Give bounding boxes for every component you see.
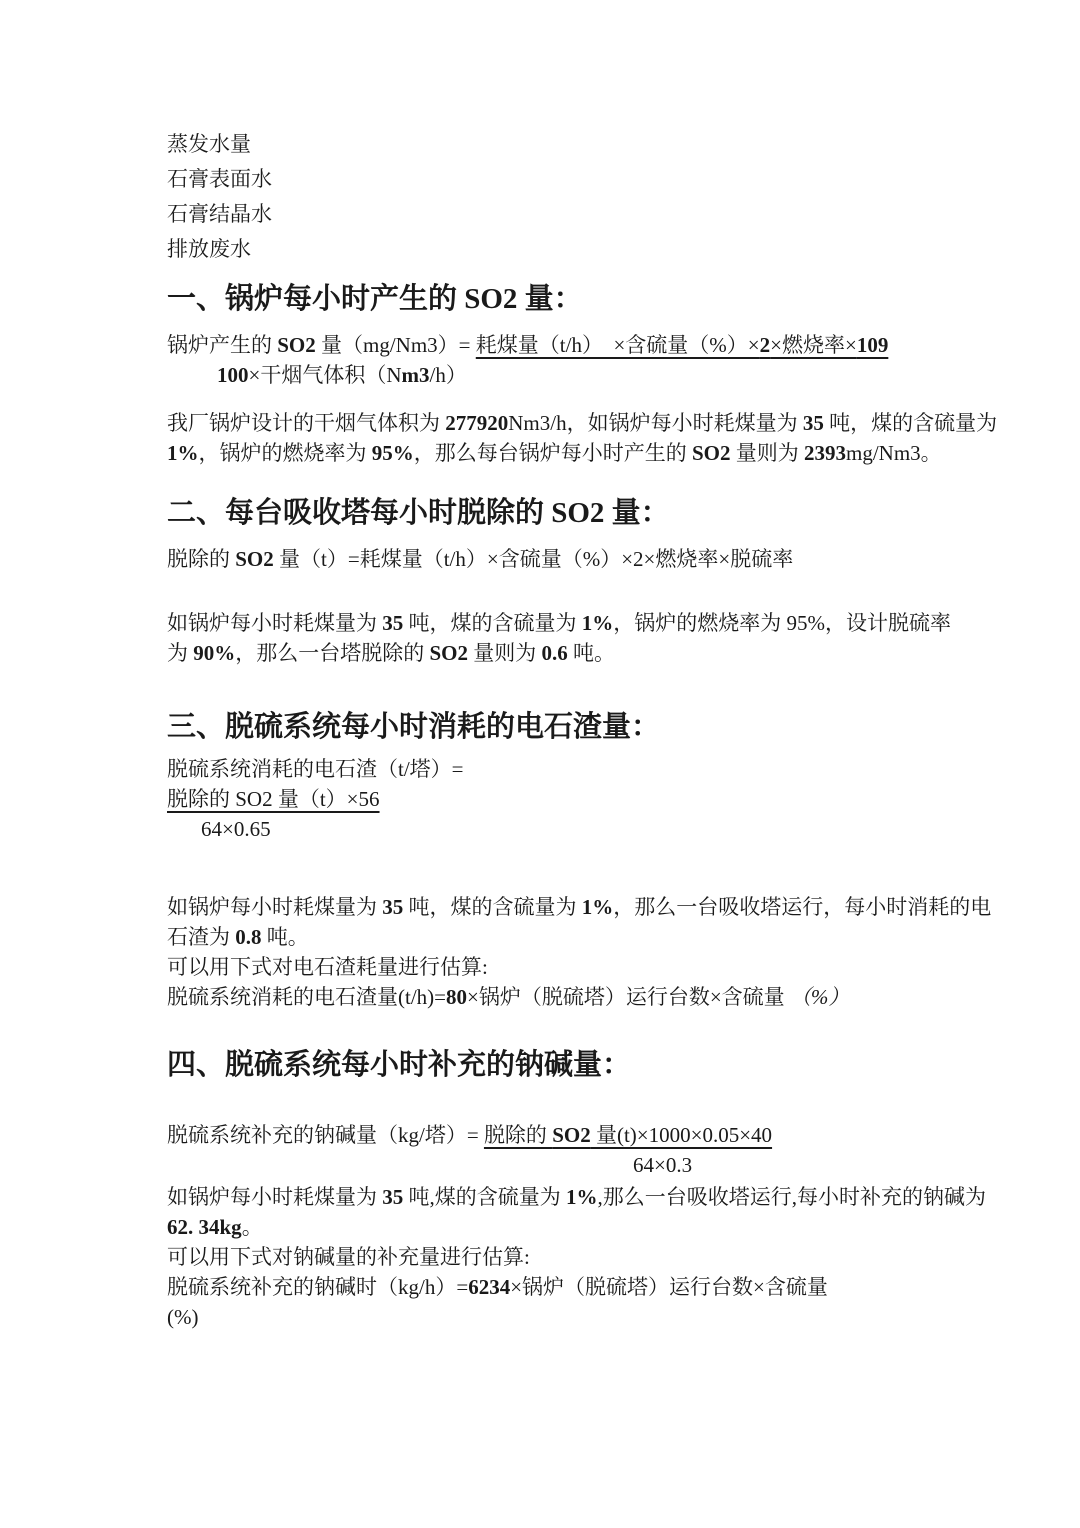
text-run: m3	[401, 363, 430, 387]
section-1-formula	[167, 330, 937, 390]
text-run: 可以用下式对钠碱量的补充量进行估算:	[167, 1245, 530, 1269]
intro-water-list	[167, 127, 937, 267]
text-run: 脱硫系统消耗的电石渣（t/塔）=	[167, 757, 464, 781]
section-4-formula-denominator-line	[167, 1150, 937, 1180]
text-run: ×锅炉（脱硫塔）运行台数×含硫量	[467, 985, 790, 1009]
text-run: 吨。	[567, 641, 616, 665]
text-run: 109	[856, 333, 889, 357]
section-2-heading: 二、每台吸收塔每小时脱除的 SO2 量：	[167, 497, 670, 529]
text-run: （%）	[789, 985, 850, 1009]
text-run: ×干烟气体积（N	[248, 363, 402, 387]
text-run: 量则为	[468, 641, 542, 665]
text-run: 80	[446, 985, 467, 1009]
text-run: 1%	[566, 1185, 598, 1209]
section-3-formula-lead-line	[167, 754, 937, 784]
text-run: ，那么一台吸收塔运行，每小时消耗的电	[613, 895, 992, 919]
section-4-formula	[167, 1120, 937, 1180]
text-run: 。	[241, 1215, 263, 1239]
text-run: 6234	[468, 1275, 511, 1299]
text-run: mg/Nm3。	[846, 441, 942, 465]
section-1-formula-denominator-line	[167, 360, 937, 390]
intro-line-gypsum-surface-water: 石膏表面水	[167, 167, 272, 191]
text-run: 277920	[445, 411, 509, 435]
section-2-formula-line	[167, 544, 937, 574]
text-run: SO2	[692, 441, 731, 465]
text-run: 吨,煤的含硫量为	[403, 1185, 566, 1209]
text-run: 35	[382, 611, 404, 635]
section-1-paragraph-line-1	[167, 408, 998, 438]
text-run: 1%	[581, 895, 614, 919]
text-run: 2393	[804, 441, 847, 465]
text-run: 1%	[581, 611, 614, 635]
text-run: ×锅炉（脱硫塔）运行台数×含硫量	[510, 1275, 828, 1299]
text-run: 量（mg/Nm3）=	[315, 333, 476, 357]
section-2-paragraph	[167, 608, 951, 668]
section-4-heading: 四、脱硫系统每小时补充的钠碱量：	[167, 1049, 632, 1081]
section-4-paragraph	[167, 1182, 986, 1332]
text-run: 可以用下式对电石渣耗量进行估算:	[167, 955, 488, 979]
text-run: 量（t）=耗煤量（t/h）×含硫量（%）×2×燃烧率×脱硫率	[273, 547, 794, 571]
section-4-paragraph-line-2	[167, 1212, 937, 1242]
text-run: 为	[167, 641, 194, 665]
text-run: 35	[802, 411, 824, 435]
text-run: 吨，煤的含硫量为	[403, 611, 582, 635]
section-3-estimate-note-line	[167, 952, 937, 982]
text-run: SO2	[235, 547, 274, 571]
section-3-formula	[167, 754, 937, 844]
text-run: 量(t)×1000×0.05×40	[590, 1123, 773, 1147]
text-run: 耗煤量（t/h） ×含硫量（%）×	[475, 333, 760, 357]
document-content	[167, 127, 998, 1332]
text-run: 如锅炉每小时耗煤量为	[167, 611, 383, 635]
text-run: 95%	[371, 441, 414, 465]
section-4-percent-line	[167, 1302, 937, 1332]
text-run: 吨。	[261, 925, 309, 949]
text-run: SO2	[429, 641, 469, 665]
section-1-formula-numerator-line	[167, 330, 937, 360]
section-3-paragraph	[167, 892, 992, 1012]
text-run: 35	[382, 895, 404, 919]
section-3-formula-numerator-line	[167, 784, 937, 814]
text-run: ，锅炉的燃烧率为	[198, 441, 372, 465]
text-run: 吨，煤的含硫量为	[403, 895, 582, 919]
text-run: 石渣为	[167, 925, 236, 949]
text-run: ,那么一台吸收塔运行,每小时补充的钠碱为	[597, 1185, 986, 1209]
section-1-paragraph	[167, 408, 998, 468]
section-2-paragraph-line-2	[167, 638, 937, 668]
section-3-estimate-formula-line	[167, 982, 937, 1012]
intro-line-evaporation-water: 蒸发水量	[167, 132, 251, 156]
text-run: 62. 34kg	[167, 1215, 242, 1239]
intro-line-gypsum-crystal-water: 石膏结晶水	[167, 202, 272, 226]
section-4-paragraph-line-1	[167, 1182, 986, 1212]
text-run: 脱硫系统消耗的电石渣量(t/h)=	[167, 985, 446, 1009]
section-2-paragraph-line-1	[167, 608, 951, 638]
text-run: 35	[382, 1185, 404, 1209]
text-run: 100	[217, 363, 249, 387]
text-run: 0.8	[235, 925, 262, 949]
text-run: (%)	[167, 1305, 199, 1329]
section-3-formula-denominator-line	[167, 814, 937, 844]
text-run: 1%	[167, 441, 199, 465]
text-run: 我厂锅炉设计的干烟气体积为	[167, 411, 446, 435]
text-run: 2	[759, 333, 771, 357]
text-run: 锅炉产生的	[167, 333, 278, 357]
text-run: ，那么一台塔脱除的	[235, 641, 430, 665]
text-run: 64×0.3	[633, 1153, 693, 1177]
section-3-heading: 三、脱硫系统每小时消耗的电石渣量：	[167, 711, 661, 743]
text-run: 如锅炉每小时耗煤量为	[167, 1185, 383, 1209]
section-4-estimate-note-line	[167, 1242, 937, 1272]
text-run: /h）	[429, 363, 467, 387]
text-run: SO2	[552, 1123, 591, 1147]
text-run: 吨，煤的含硫量为	[823, 411, 998, 435]
text-run: ×燃烧率×	[770, 333, 857, 357]
text-run: Nm3/h，如锅炉每小时耗煤量为	[508, 411, 803, 435]
section-2-formula	[167, 544, 937, 574]
text-run: 脱除的	[167, 547, 236, 571]
text-run: 脱除的	[483, 1123, 553, 1147]
intro-line-discharge-wastewater: 排放废水	[167, 237, 251, 261]
text-run: 0.6	[541, 641, 568, 665]
text-run: ，锅炉的燃烧率为 95%，设计脱硫率	[613, 611, 951, 635]
text-run: 脱除的 SO2 量（t）×56	[167, 787, 380, 811]
text-run: SO2	[277, 333, 316, 357]
text-run: ，那么每台锅炉每小时产生的	[413, 441, 692, 465]
text-run: 脱硫系统补充的钠碱量（kg/塔）=	[167, 1123, 484, 1147]
text-run: 64×0.65	[201, 817, 271, 841]
text-run: 量则为	[730, 441, 805, 465]
section-3-paragraph-line-2	[167, 922, 937, 952]
text-run: 脱硫系统补充的钠碱时（kg/h）=	[167, 1275, 469, 1299]
section-1-heading: 一、锅炉每小时产生的 SO2 量：	[167, 283, 583, 315]
section-4-estimate-formula-line	[167, 1272, 937, 1302]
text-run: 如锅炉每小时耗煤量为	[167, 895, 383, 919]
section-1-paragraph-line-2	[167, 438, 942, 468]
section-4-formula-numerator-line	[167, 1120, 937, 1150]
section-3-paragraph-line-1	[167, 892, 992, 922]
text-run: 90%	[193, 641, 236, 665]
